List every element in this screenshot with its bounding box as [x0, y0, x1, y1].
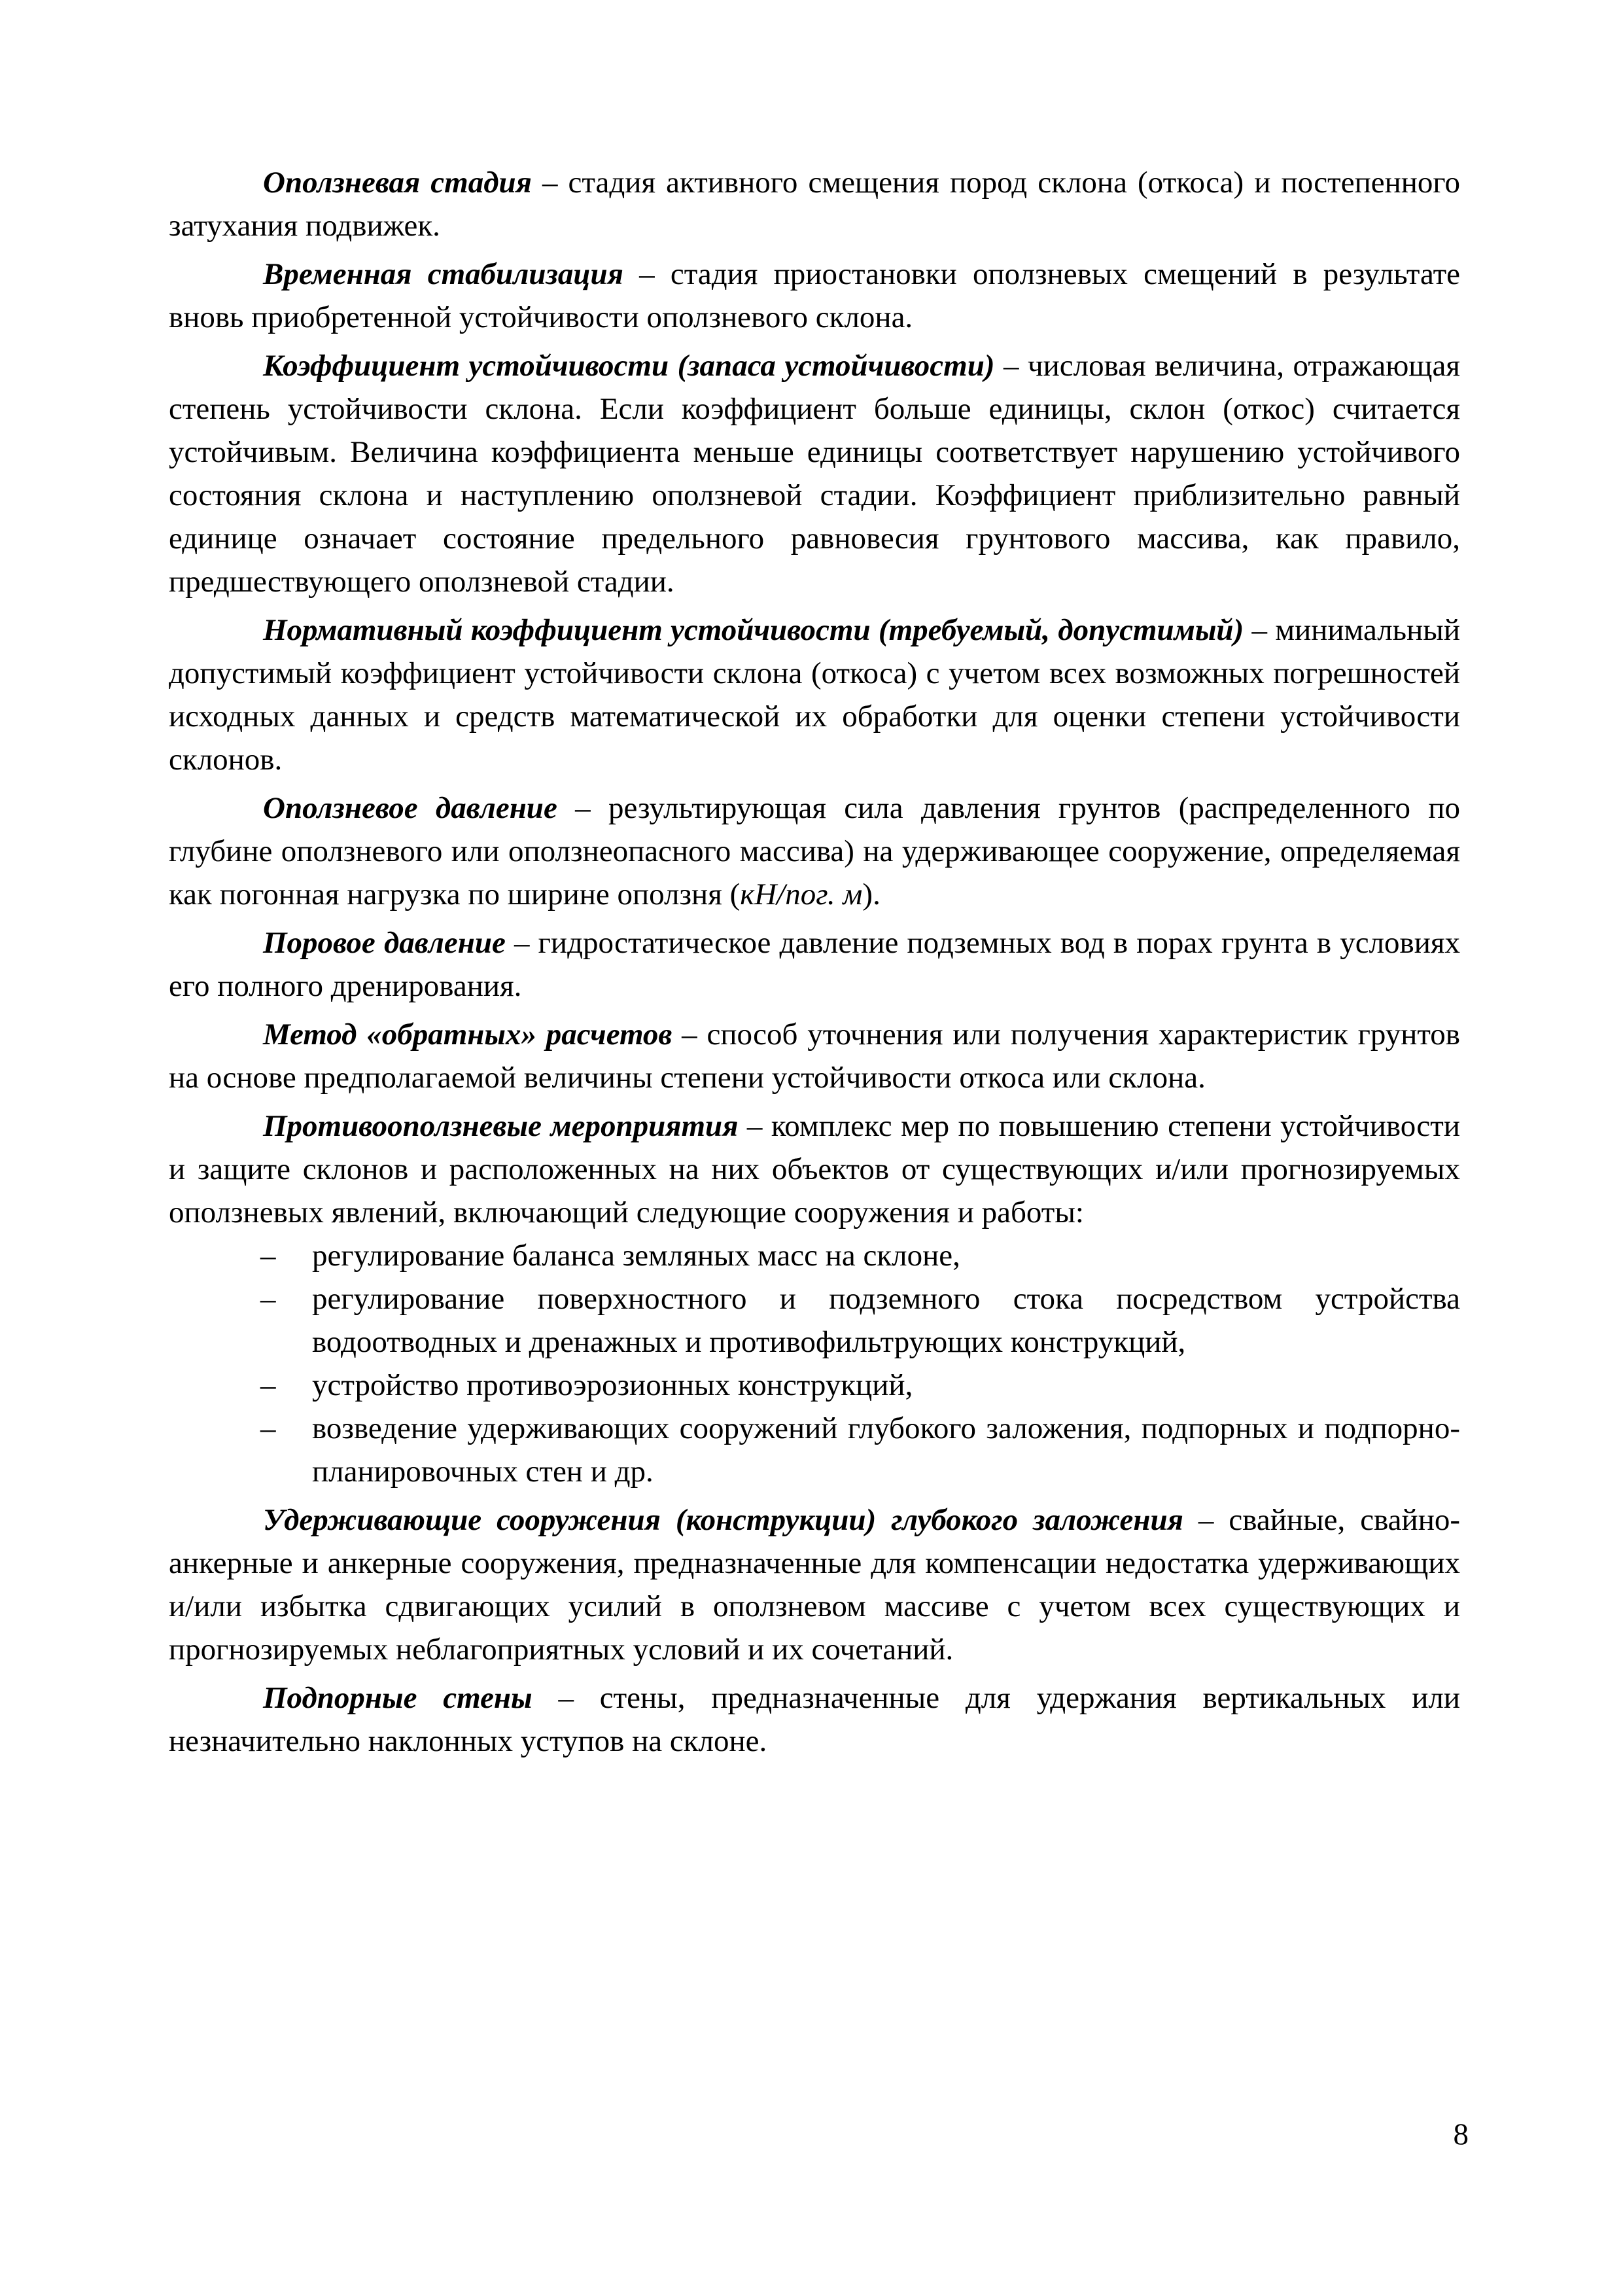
definition-text: – комплекс мер по повышению степени устойчивости и защите склонов и расположенных на них объектов от существующих и/или прогнозируемых оползневых явлений, включающий следующие сооружения и работы:	[169, 1109, 1460, 1229]
definition-term: Поровое давление	[263, 926, 506, 960]
definition-paragraph	[169, 786, 1460, 916]
definition-term: Противооползневые мероприятия	[263, 1109, 739, 1143]
body-text	[169, 161, 1460, 1768]
dash-marker: –	[260, 1411, 276, 1445]
definition-paragraph	[169, 1104, 1460, 1234]
definition-term: Оползневая стадия	[263, 166, 532, 200]
definition-paragraph	[169, 1498, 1460, 1671]
list-item	[169, 1364, 1460, 1407]
definition-term: Нормативный коэффициент устойчивости (требуемый, допустимый)	[263, 613, 1244, 647]
definition-paragraph	[169, 921, 1460, 1008]
definition-term: Подпорные стены	[263, 1681, 532, 1715]
definition-text: – стадия активного смещения пород склона (откоса) и постепенного затухания подвижек.	[169, 166, 1460, 243]
definition-paragraph	[169, 344, 1460, 603]
list-item-text: устройство противоэрозионных конструкций,	[312, 1368, 913, 1402]
list-item	[169, 1277, 1460, 1364]
definition-paragraph	[169, 161, 1460, 247]
definition-paragraph	[169, 1013, 1460, 1099]
list-item	[169, 1407, 1460, 1493]
list-item-text: регулирование баланса земляных масс на склоне,	[312, 1239, 960, 1273]
definition-paragraph	[169, 1676, 1460, 1763]
definition-text: – стадия приостановки оползневых смещений в результате вновь приобретенной устойчивости оползневого склона.	[169, 257, 1461, 334]
list-item-text: возведение удерживающих сооружений глубокого заложения, подпорных и подпорно-планировочных стен и др.	[312, 1411, 1460, 1489]
measures-list	[169, 1234, 1460, 1493]
definition-term: Удерживающие сооружения (конструкции) глубокого заложения	[263, 1503, 1183, 1537]
dash-marker: –	[260, 1282, 276, 1316]
unit-text: кН/пог. м	[740, 877, 863, 911]
definition-text: – свайные, свайно-анкерные и анкерные сооружения, предназначенные для компенсации недостатка удерживающих и/или избытка сдвигающих усилий в оползневом массиве с учетом всех существующих и прогнозируемых неблагоприятных условий и их сочетаний.	[169, 1503, 1461, 1667]
definition-term: Коэффициент устойчивости (запаса устойчивости)	[263, 349, 995, 383]
dash-marker: –	[260, 1239, 276, 1273]
definition-text: – результирующая сила давления грунтов (распределенного по глубине оползневого или оползнеопасного массива) на удерживающее сооружение, определяемая как погонная нагрузка по ширине оползня (	[169, 791, 1460, 911]
definition-paragraph	[169, 253, 1460, 339]
definition-text: – способ уточнения или получения характеристик грунтов на основе предполагаемой величины степени устойчивости откоса или склона.	[169, 1017, 1460, 1095]
definition-text: – гидростатическое давление подземных вод в порах грунта в условиях его полного дренирования.	[169, 926, 1460, 1003]
definition-text-end: ).	[862, 877, 881, 911]
definition-text: – стены, предназначенные для удержания вертикальных или незначительно наклонных уступов на склоне.	[169, 1681, 1460, 1758]
definition-term: Временная стабилизация	[263, 257, 623, 291]
definition-text: – минимальный допустимый коэффициент устойчивости склона (откоса) с учетом всех возможных погрешностей исходных данных и средств математической их обработки для оценки степени устойчивости склонов.	[169, 613, 1460, 777]
definition-text: – числовая величина, отражающая степень устойчивости склона. Если коэффициент больше единицы, склон (откос) считается устойчивым. Величина коэффициента меньше единицы соответствует нарушению устойчивого состояния склона и наступлению оползневой стадии. Коэффициент приблизительно равный единице означает состояние предельного равновесия грунтового массива, как правило, предшествующего оползневой стадии.	[169, 349, 1460, 599]
page-number: 8	[1453, 2117, 1469, 2151]
dash-marker: –	[260, 1368, 276, 1402]
list-item-text: регулирование поверхностного и подземного стока посредством устройства водоотводных и дренажных и противофильтрующих конструкций,	[312, 1282, 1460, 1359]
definition-paragraph	[169, 609, 1460, 781]
definition-term: Метод «обратных» расчетов	[263, 1017, 672, 1051]
list-item	[169, 1234, 1460, 1277]
definition-term: Оползневое давление	[263, 791, 557, 825]
